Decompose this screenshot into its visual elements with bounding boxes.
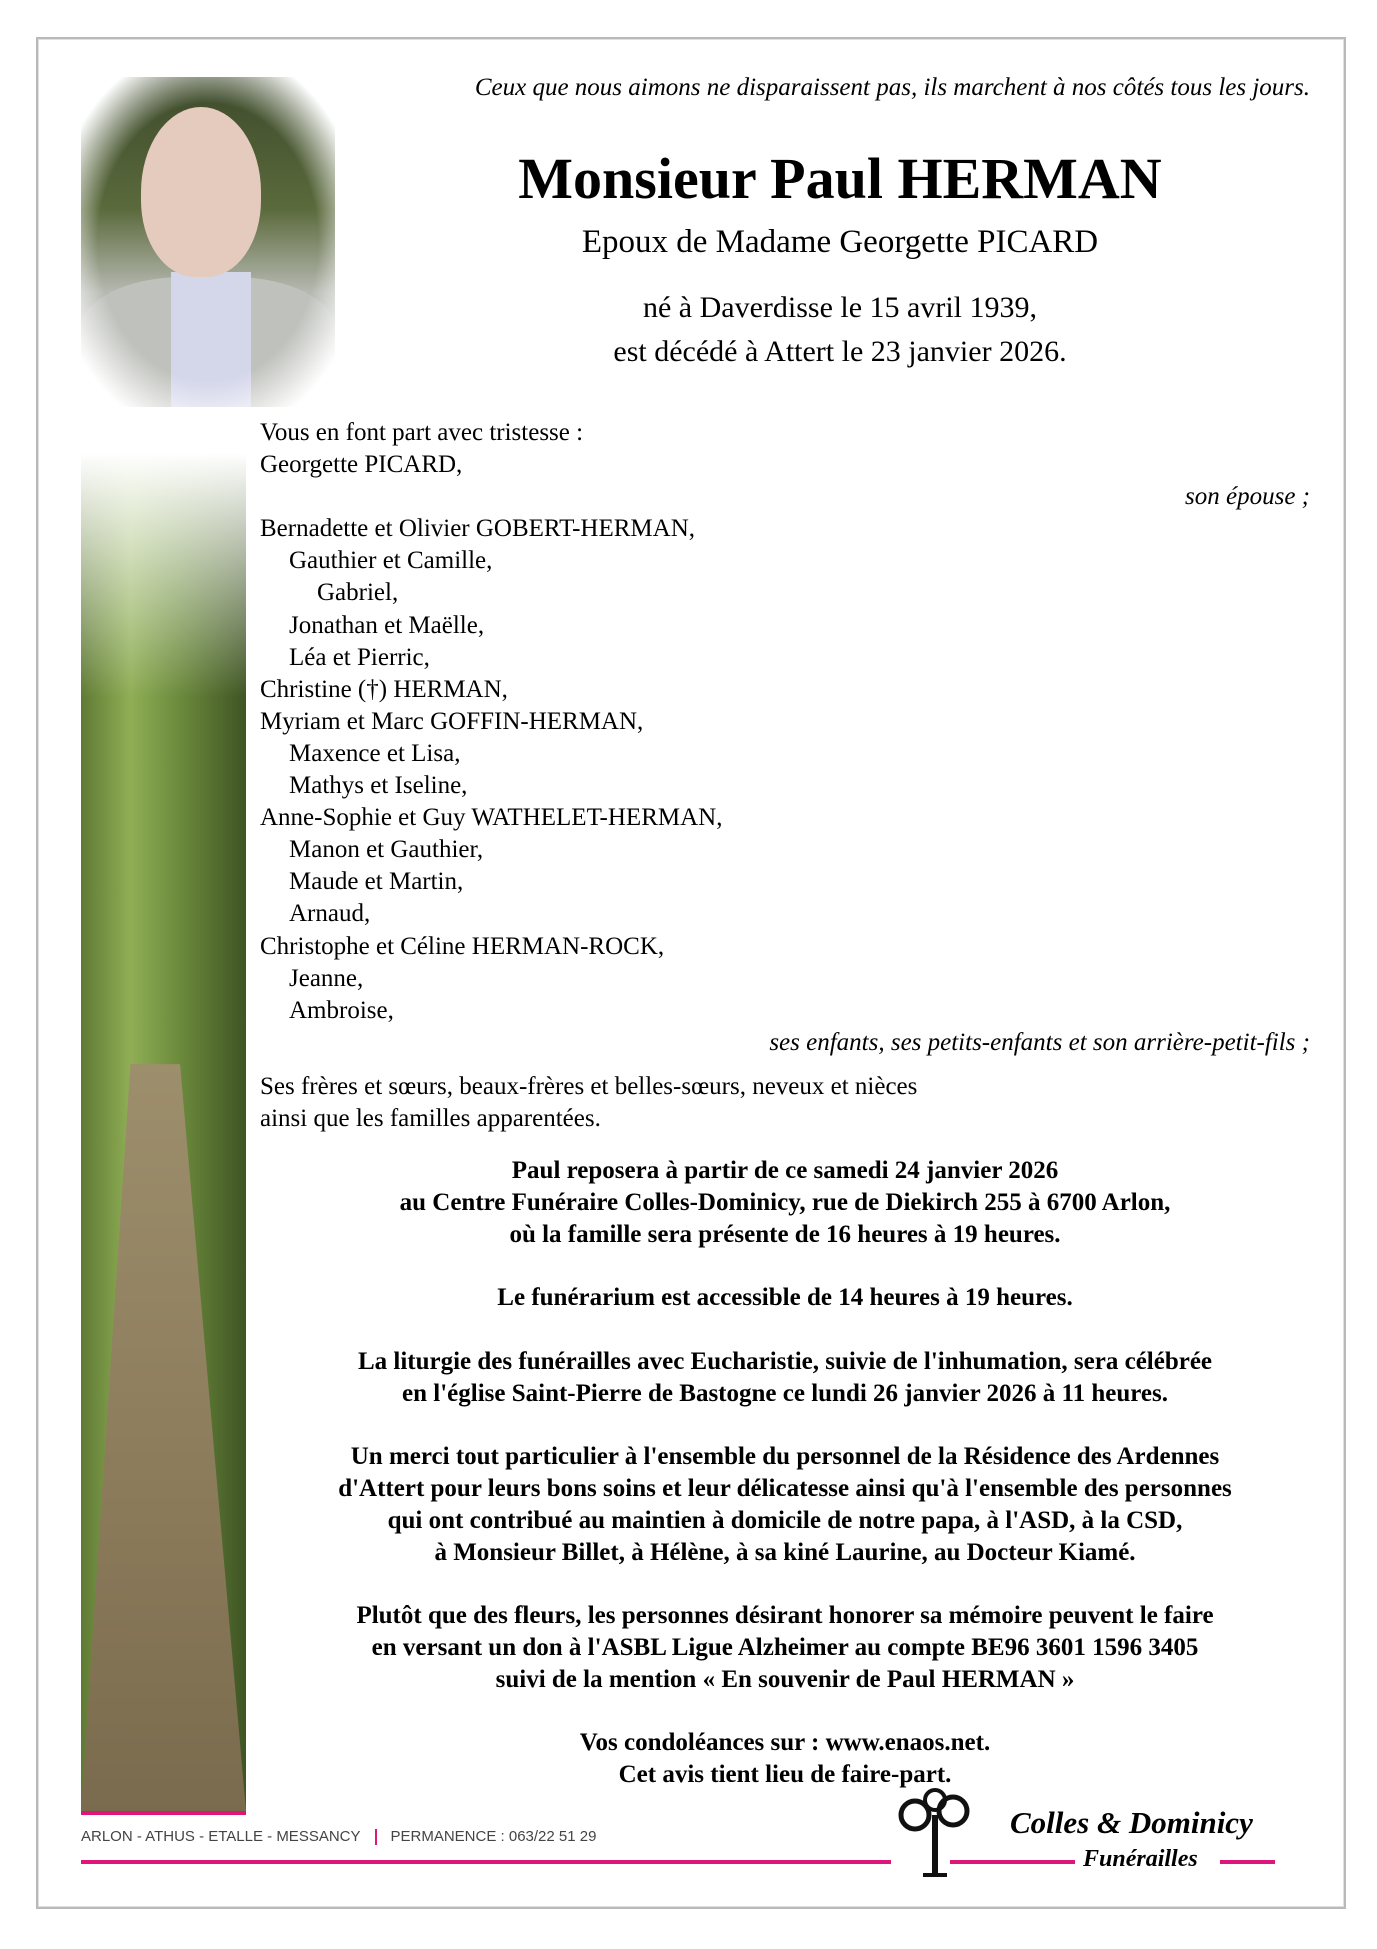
notice-paragraph <box>260 1600 1310 1695</box>
logo-subtitle: Funérailles <box>1083 1846 1198 1872</box>
notice-paragraph <box>260 1441 1310 1568</box>
notice-line: suivi de la mention « En souvenir de Paul HERMAN » <box>495 1665 1075 1693</box>
family-member: Maxence et Lisa, <box>289 739 461 767</box>
family-member: Christophe et Céline HERMAN-ROCK, <box>260 932 665 960</box>
notice-line: d'Attert pour leurs bons soins et leur délicatesse ainsi qu'à l'ensemble des personnes <box>338 1474 1232 1502</box>
relation-label: son épouse ; <box>1185 483 1310 511</box>
family-member: Georgette PICARD, <box>260 451 463 479</box>
notice-line: Cet avis tient lieu de faire-part. <box>618 1761 952 1789</box>
notice-line: à Monsieur Billet, à Hélène, à sa kiné Laurine, au Docteur Kiamé. <box>434 1538 1136 1566</box>
family-member: Ses frères et sœurs, beaux-frères et belles-sœurs, neveux et nièces <box>260 1072 918 1100</box>
footer-info <box>81 1828 596 1845</box>
notice-line: en versant un don à l'ASBL Ligue Alzheimer au compte BE96 3601 1596 3405 <box>371 1633 1199 1661</box>
relation-label: ses enfants, ses petits-enfants et son arrière-petit-fils ; <box>769 1028 1310 1056</box>
family-member: Myriam et Marc GOFFIN-HERMAN, <box>260 707 644 735</box>
deceased-name: Monsieur Paul HERMAN <box>518 146 1162 211</box>
funeral-notices <box>260 1155 1310 1823</box>
portrait-photo <box>81 77 335 407</box>
death-line: est décédé à Attert le 23 janvier 2026. <box>613 335 1067 368</box>
notice-paragraph <box>260 1727 1310 1791</box>
notice-line: Un merci tout particulier à l'ensemble du personnel de la Résidence des Ardennes <box>350 1443 1220 1471</box>
footer-permanence: PERMANENCE : 063/22 51 29 <box>390 1828 597 1845</box>
footer-locations: ARLON - ATHUS - ETALLE - MESSANCY <box>81 1828 361 1845</box>
family-member: Christine (†) HERMAN, <box>260 675 508 703</box>
epigraph-quote: Ceux que nous aimons ne disparaissent pas, ils marchent à nos côtés tous les jours. <box>474 74 1310 101</box>
spouse-line: Epoux de Madame Georgette PICARD <box>581 224 1099 260</box>
notice-line: Plutôt que des fleurs, les personnes désirant honorer sa mémoire peuvent le faire <box>356 1602 1214 1630</box>
logo-name: Colles & Dominicy <box>1010 1805 1253 1840</box>
notice-line: Vos condoléances sur : www.enaos.net. <box>579 1729 991 1757</box>
notice-line: en l'église Saint-Pierre de Bastogne ce lundi 26 janvier 2026 à 11 heures. <box>402 1379 1168 1407</box>
notice-paragraph <box>260 1282 1310 1314</box>
family-member: Ambroise, <box>289 996 394 1024</box>
family-member: Gauthier et Camille, <box>289 547 493 575</box>
footer-line <box>81 1860 891 1864</box>
accent-line <box>81 1811 246 1815</box>
notice-line: Paul reposera à partir de ce samedi 24 janvier 2026 <box>511 1157 1059 1184</box>
footer-separator <box>375 1829 377 1845</box>
birth-death <box>330 286 1350 374</box>
notice-line: Le funérarium est accessible de 14 heures à 19 heures. <box>497 1284 1073 1312</box>
family-member: Manon et Gauthier, <box>289 836 484 864</box>
family-member: Jeanne, <box>289 964 364 992</box>
notice-line: qui ont contribué au maintien à domicile de notre papa, à l'ASD, à la CSD, <box>387 1506 1183 1534</box>
birth-line: né à Daverdisse le 15 avril 1939, <box>642 291 1038 324</box>
family-member: Maude et Martin, <box>289 868 464 896</box>
family-member: ainsi que les familles apparentées. <box>260 1104 601 1132</box>
family-member: Mathys et Iseline, <box>289 772 468 800</box>
family-member: Arnaud, <box>289 900 371 928</box>
forest-path-image <box>81 453 246 1811</box>
family-member: Bernadette et Olivier GOBERT-HERMAN, <box>260 515 695 543</box>
notice-line: au Centre Funéraire Colles-Dominicy, rue de Diekirch 255 à 6700 Arlon, <box>399 1188 1171 1216</box>
notice-line: La liturgie des funérailles avec Eucharistie, suivie de l'inhumation, sera célébrée <box>357 1347 1213 1375</box>
family-list <box>260 417 1310 1135</box>
footer-line <box>1220 1860 1275 1864</box>
tree-logo-icon <box>885 1785 985 1885</box>
notice-paragraph <box>260 1155 1310 1250</box>
family-member: Anne-Sophie et Guy WATHELET-HERMAN, <box>260 804 723 832</box>
notice-paragraph <box>260 1346 1310 1410</box>
notice-line: où la famille sera présente de 16 heures à 19 heures. <box>509 1220 1061 1248</box>
family-member: Vous en font part avec tristesse : <box>260 419 584 446</box>
family-member: Gabriel, <box>317 579 399 607</box>
family-member: Léa et Pierric, <box>289 643 430 671</box>
family-member: Jonathan et Maëlle, <box>289 611 485 639</box>
